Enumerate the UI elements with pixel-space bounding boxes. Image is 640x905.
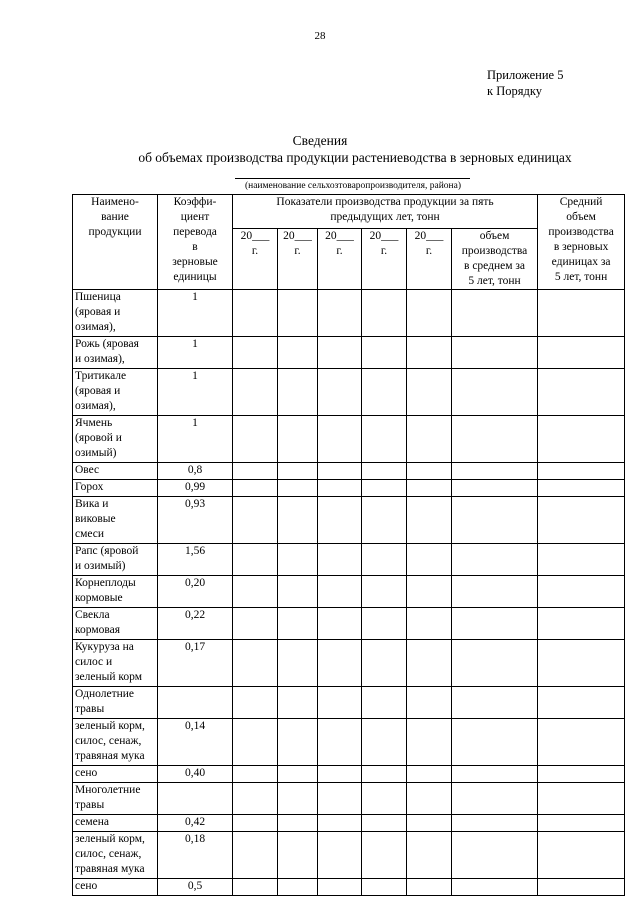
header-average-grain-units (538, 195, 625, 290)
empty-data-cell[interactable] (318, 463, 362, 480)
coefficient-cell: 0,5 (158, 879, 233, 896)
product-name-cell (73, 497, 158, 544)
empty-data-cell[interactable] (233, 369, 278, 416)
empty-data-cell[interactable] (233, 719, 278, 766)
header-coef-line: циент (180, 211, 210, 223)
empty-data-cell[interactable] (407, 766, 452, 783)
product-name-cell (73, 640, 158, 687)
header-five-year-average (452, 229, 538, 290)
coefficient-cell: 0,22 (158, 608, 233, 640)
product-name-line: травяная мука (75, 863, 145, 875)
product-name-line: кормовые (75, 592, 123, 604)
product-name-line: силос, сенаж, (75, 848, 142, 860)
empty-data-cell[interactable] (407, 640, 452, 687)
product-name-line: озимый) (75, 447, 117, 459)
empty-data-cell[interactable] (407, 879, 452, 896)
empty-data-cell[interactable] (233, 463, 278, 480)
empty-data-cell[interactable] (538, 879, 625, 896)
document-subtitle: об объемах производства продукции растениеводства в зерновых единицах (138, 150, 572, 165)
empty-data-cell[interactable] (278, 369, 318, 416)
page-number: 28 (314, 30, 326, 42)
empty-data-cell[interactable] (452, 480, 538, 497)
empty-data-cell[interactable] (452, 879, 538, 896)
empty-data-cell[interactable] (407, 576, 452, 608)
product-name-line: зеленый корм, (75, 720, 145, 732)
empty-data-cell[interactable] (538, 463, 625, 480)
header-production-indicators (233, 195, 538, 229)
empty-data-cell[interactable] (407, 832, 452, 879)
empty-data-cell[interactable] (362, 719, 407, 766)
header-average-line: в зерновых (553, 241, 609, 253)
empty-data-cell[interactable] (407, 337, 452, 369)
product-name-line: Тритикале (75, 370, 127, 382)
empty-data-cell[interactable] (318, 290, 362, 337)
empty-data-cell[interactable] (318, 497, 362, 544)
table-row (73, 815, 625, 832)
product-name-line: силос, сенаж, (75, 735, 142, 747)
empty-data-cell[interactable] (407, 416, 452, 463)
coefficient-cell: 0,20 (158, 576, 233, 608)
header-indicators-line: Показатели производства продукции за пять (276, 196, 494, 208)
product-name-line: сено (75, 767, 98, 779)
empty-data-cell[interactable] (452, 608, 538, 640)
coefficient-cell: 0,18 (158, 832, 233, 879)
empty-data-cell[interactable] (452, 463, 538, 480)
empty-data-cell[interactable] (452, 576, 538, 608)
header-name-line: вание (101, 211, 129, 223)
empty-data-cell[interactable] (233, 783, 278, 815)
header-coef-line: единицы (173, 271, 217, 283)
product-name-line: и озимый) (75, 560, 126, 572)
empty-data-cell[interactable] (407, 497, 452, 544)
empty-data-cell[interactable] (362, 815, 407, 832)
empty-data-cell[interactable] (318, 337, 362, 369)
empty-data-cell[interactable] (362, 480, 407, 497)
coefficient-cell: 0,42 (158, 815, 233, 832)
empty-data-cell[interactable] (452, 416, 538, 463)
empty-data-cell[interactable] (362, 337, 407, 369)
empty-data-cell[interactable] (318, 640, 362, 687)
empty-data-cell[interactable] (452, 832, 538, 879)
product-name-line: травы (75, 799, 105, 811)
header-average-line: Средний (559, 196, 603, 208)
empty-data-cell[interactable] (407, 463, 452, 480)
product-name-line: Овес (75, 464, 100, 476)
coefficient-cell: 0,8 (158, 463, 233, 480)
table-row (73, 879, 625, 896)
table-row (73, 608, 625, 640)
table-row (73, 416, 625, 463)
empty-data-cell[interactable] (318, 783, 362, 815)
product-name-cell (73, 369, 158, 416)
empty-data-cell[interactable] (278, 463, 318, 480)
empty-data-cell[interactable] (278, 719, 318, 766)
empty-data-cell[interactable] (278, 416, 318, 463)
product-name-line: Рожь (яровая (75, 338, 139, 350)
coefficient-cell: 0,99 (158, 480, 233, 497)
empty-data-cell[interactable] (362, 576, 407, 608)
product-name-cell (73, 719, 158, 766)
product-name-cell (73, 576, 158, 608)
empty-data-cell[interactable] (233, 416, 278, 463)
empty-data-cell[interactable] (362, 687, 407, 719)
product-name-cell (73, 879, 158, 896)
header-coef-line: зерновые (172, 256, 218, 268)
coefficient-cell: 1,56 (158, 544, 233, 576)
empty-data-cell[interactable] (538, 416, 625, 463)
empty-data-cell[interactable] (452, 497, 538, 544)
empty-data-cell[interactable] (233, 290, 278, 337)
product-name-line: силос и (75, 656, 113, 668)
table-row (73, 337, 625, 369)
empty-data-cell[interactable] (538, 719, 625, 766)
empty-data-cell[interactable] (538, 544, 625, 576)
coefficient-cell: 1 (158, 337, 233, 369)
empty-data-cell[interactable] (233, 608, 278, 640)
table-row (73, 719, 625, 766)
product-name-line: семена (75, 816, 109, 828)
empty-data-cell[interactable] (278, 640, 318, 687)
product-name-line: озимая), (75, 400, 116, 412)
empty-data-cell[interactable] (233, 766, 278, 783)
appendix-line-1: Приложение 5 (487, 68, 564, 82)
empty-data-cell[interactable] (362, 416, 407, 463)
product-name-line: Свекла (75, 609, 110, 621)
header-avg5-line: в среднем за (464, 260, 526, 272)
empty-data-cell[interactable] (538, 783, 625, 815)
coefficient-cell (158, 783, 233, 815)
coefficient-cell: 0,14 (158, 719, 233, 766)
empty-data-cell[interactable] (452, 544, 538, 576)
empty-data-cell[interactable] (318, 480, 362, 497)
header-product-name (73, 195, 158, 290)
empty-data-cell[interactable] (452, 783, 538, 815)
product-name-cell (73, 608, 158, 640)
header-name-line: Наимено- (91, 196, 139, 208)
empty-data-cell[interactable] (278, 687, 318, 719)
header-avg5-line: объем (479, 230, 510, 242)
empty-data-cell[interactable] (407, 544, 452, 576)
header-year-5: 20___ г. (407, 229, 452, 290)
header-coef-line: Коэффи- (173, 196, 217, 208)
empty-data-cell[interactable] (318, 832, 362, 879)
product-name-line: Рапс (яровой (75, 545, 139, 557)
empty-data-cell[interactable] (278, 832, 318, 879)
empty-data-cell[interactable] (278, 480, 318, 497)
empty-data-cell[interactable] (233, 879, 278, 896)
empty-data-cell[interactable] (278, 766, 318, 783)
table-row (73, 480, 625, 497)
empty-data-cell[interactable] (407, 480, 452, 497)
empty-data-cell[interactable] (538, 497, 625, 544)
product-name-cell (73, 832, 158, 879)
empty-data-cell[interactable] (278, 576, 318, 608)
product-name-line: Пшеница (75, 291, 121, 303)
empty-data-cell[interactable] (362, 463, 407, 480)
product-name-line: Горох (75, 481, 104, 493)
empty-data-cell[interactable] (233, 815, 278, 832)
header-average-line: объем (566, 211, 596, 223)
product-name-cell (73, 416, 158, 463)
empty-data-cell[interactable] (407, 369, 452, 416)
appendix-reference (487, 67, 563, 99)
product-name-cell (73, 337, 158, 369)
header-average-line: единицах за (551, 256, 611, 268)
empty-data-cell[interactable] (452, 766, 538, 783)
empty-data-cell[interactable] (407, 783, 452, 815)
product-name-line: Однолетние (75, 688, 135, 700)
product-name-line: (яровая и (75, 385, 121, 397)
coefficient-cell: 0,93 (158, 497, 233, 544)
empty-data-cell[interactable] (278, 879, 318, 896)
product-name-line: (яровой и (75, 432, 122, 444)
empty-data-cell[interactable] (318, 719, 362, 766)
empty-data-cell[interactable] (538, 766, 625, 783)
product-name-cell (73, 783, 158, 815)
empty-data-cell[interactable] (538, 480, 625, 497)
coefficient-cell: 0,17 (158, 640, 233, 687)
empty-data-cell[interactable] (318, 416, 362, 463)
empty-data-cell[interactable] (278, 783, 318, 815)
product-name-cell (73, 463, 158, 480)
empty-data-cell[interactable] (407, 687, 452, 719)
coefficient-cell: 1 (158, 369, 233, 416)
empty-data-cell[interactable] (233, 687, 278, 719)
product-name-cell (73, 766, 158, 783)
product-name-line: Кукуруза на (75, 641, 134, 653)
document-title: Сведения (292, 133, 348, 148)
product-name-cell (73, 687, 158, 719)
table-row (73, 544, 625, 576)
table-row (73, 766, 625, 783)
empty-data-cell[interactable] (233, 576, 278, 608)
empty-data-cell[interactable] (407, 608, 452, 640)
table-row (73, 640, 625, 687)
product-name-line: смеси (75, 528, 105, 540)
coefficient-cell: 1 (158, 416, 233, 463)
empty-data-cell[interactable] (538, 290, 625, 337)
header-average-line: 5 лет, тонн (554, 271, 608, 283)
empty-data-cell[interactable] (407, 290, 452, 337)
empty-data-cell[interactable] (233, 337, 278, 369)
table-row (73, 783, 625, 815)
empty-data-cell[interactable] (233, 640, 278, 687)
table-row (73, 576, 625, 608)
coefficient-cell: 0,40 (158, 766, 233, 783)
header-indicators-line: предыдущих лет, тонн (330, 211, 440, 223)
empty-data-cell[interactable] (318, 766, 362, 783)
product-name-line: зеленый корм (75, 671, 143, 683)
header-conversion-coefficient (158, 195, 233, 290)
product-name-line: зеленый корм, (75, 833, 145, 845)
product-name-cell (73, 290, 158, 337)
empty-data-cell[interactable] (233, 480, 278, 497)
empty-data-cell[interactable] (318, 608, 362, 640)
empty-data-cell[interactable] (233, 544, 278, 576)
empty-data-cell[interactable] (538, 640, 625, 687)
empty-data-cell[interactable] (362, 766, 407, 783)
empty-data-cell[interactable] (407, 815, 452, 832)
empty-data-cell[interactable] (318, 815, 362, 832)
product-name-line: сено (75, 880, 98, 892)
product-name-cell (73, 480, 158, 497)
appendix-line-2: к Порядку (487, 84, 542, 98)
product-name-line: травяная мука (75, 750, 145, 762)
product-name-line: виковые (75, 513, 116, 525)
empty-data-cell[interactable] (538, 832, 625, 879)
empty-data-cell[interactable] (538, 576, 625, 608)
empty-data-cell[interactable] (318, 879, 362, 896)
empty-data-cell[interactable] (318, 576, 362, 608)
header-year-2: 20___ г. (278, 229, 318, 290)
empty-data-cell[interactable] (362, 783, 407, 815)
empty-data-cell[interactable] (362, 369, 407, 416)
header-avg5-line: производства (461, 245, 528, 257)
header-year-4: 20___ г. (362, 229, 407, 290)
empty-data-cell[interactable] (538, 337, 625, 369)
header-coef-line: перевода (173, 226, 217, 238)
empty-data-cell[interactable] (318, 544, 362, 576)
table-row (73, 497, 625, 544)
empty-data-cell[interactable] (233, 497, 278, 544)
product-name-line: кормовая (75, 624, 121, 636)
empty-data-cell[interactable] (538, 687, 625, 719)
coefficient-cell: 1 (158, 290, 233, 337)
product-name-cell (73, 544, 158, 576)
empty-data-cell[interactable] (278, 497, 318, 544)
empty-data-cell[interactable] (452, 815, 538, 832)
header-avg5-line: 5 лет, тонн (468, 275, 521, 287)
header-year-1: 20___ г. (233, 229, 278, 290)
empty-data-cell[interactable] (538, 608, 625, 640)
coefficient-cell (158, 687, 233, 719)
product-name-line: и озимая), (75, 353, 125, 365)
empty-data-cell[interactable] (362, 544, 407, 576)
producer-name-line[interactable] (235, 178, 470, 179)
product-name-line: (яровая и (75, 306, 121, 318)
empty-data-cell[interactable] (233, 832, 278, 879)
empty-data-cell[interactable] (318, 687, 362, 719)
empty-data-cell[interactable] (318, 369, 362, 416)
table-row (73, 369, 625, 416)
empty-data-cell[interactable] (452, 687, 538, 719)
empty-data-cell[interactable] (452, 337, 538, 369)
header-name-line: продукции (88, 226, 142, 238)
empty-data-cell[interactable] (452, 369, 538, 416)
empty-data-cell[interactable] (278, 815, 318, 832)
empty-data-cell[interactable] (362, 290, 407, 337)
table-row (73, 687, 625, 719)
product-name-line: Корнеплоды (75, 577, 136, 589)
table-body (73, 290, 625, 896)
production-table (72, 194, 625, 896)
product-name-line: травы (75, 703, 105, 715)
empty-data-cell[interactable] (407, 719, 452, 766)
empty-data-cell[interactable] (538, 815, 625, 832)
table-row (73, 290, 625, 337)
empty-data-cell[interactable] (362, 832, 407, 879)
producer-name-hint: (наименование сельхозтоваропроизводителя, района) (244, 181, 462, 191)
empty-data-cell[interactable] (362, 879, 407, 896)
product-name-line: Ячмень (75, 417, 113, 429)
header-coef-line: в (192, 241, 198, 253)
empty-data-cell[interactable] (452, 719, 538, 766)
product-name-line: Многолетние (75, 784, 141, 796)
empty-data-cell[interactable] (278, 337, 318, 369)
empty-data-cell[interactable] (278, 544, 318, 576)
empty-data-cell[interactable] (278, 608, 318, 640)
header-average-line: производства (548, 226, 614, 238)
product-name-cell (73, 815, 158, 832)
product-name-line: озимая), (75, 321, 116, 333)
empty-data-cell[interactable] (452, 290, 538, 337)
product-name-line: Вика и (75, 498, 109, 510)
empty-data-cell[interactable] (362, 640, 407, 687)
empty-data-cell[interactable] (538, 369, 625, 416)
empty-data-cell[interactable] (362, 608, 407, 640)
empty-data-cell[interactable] (362, 497, 407, 544)
table-row (73, 463, 625, 480)
empty-data-cell[interactable] (452, 640, 538, 687)
empty-data-cell[interactable] (278, 290, 318, 337)
header-year-3: 20___ г. (318, 229, 362, 290)
table-row (73, 832, 625, 879)
